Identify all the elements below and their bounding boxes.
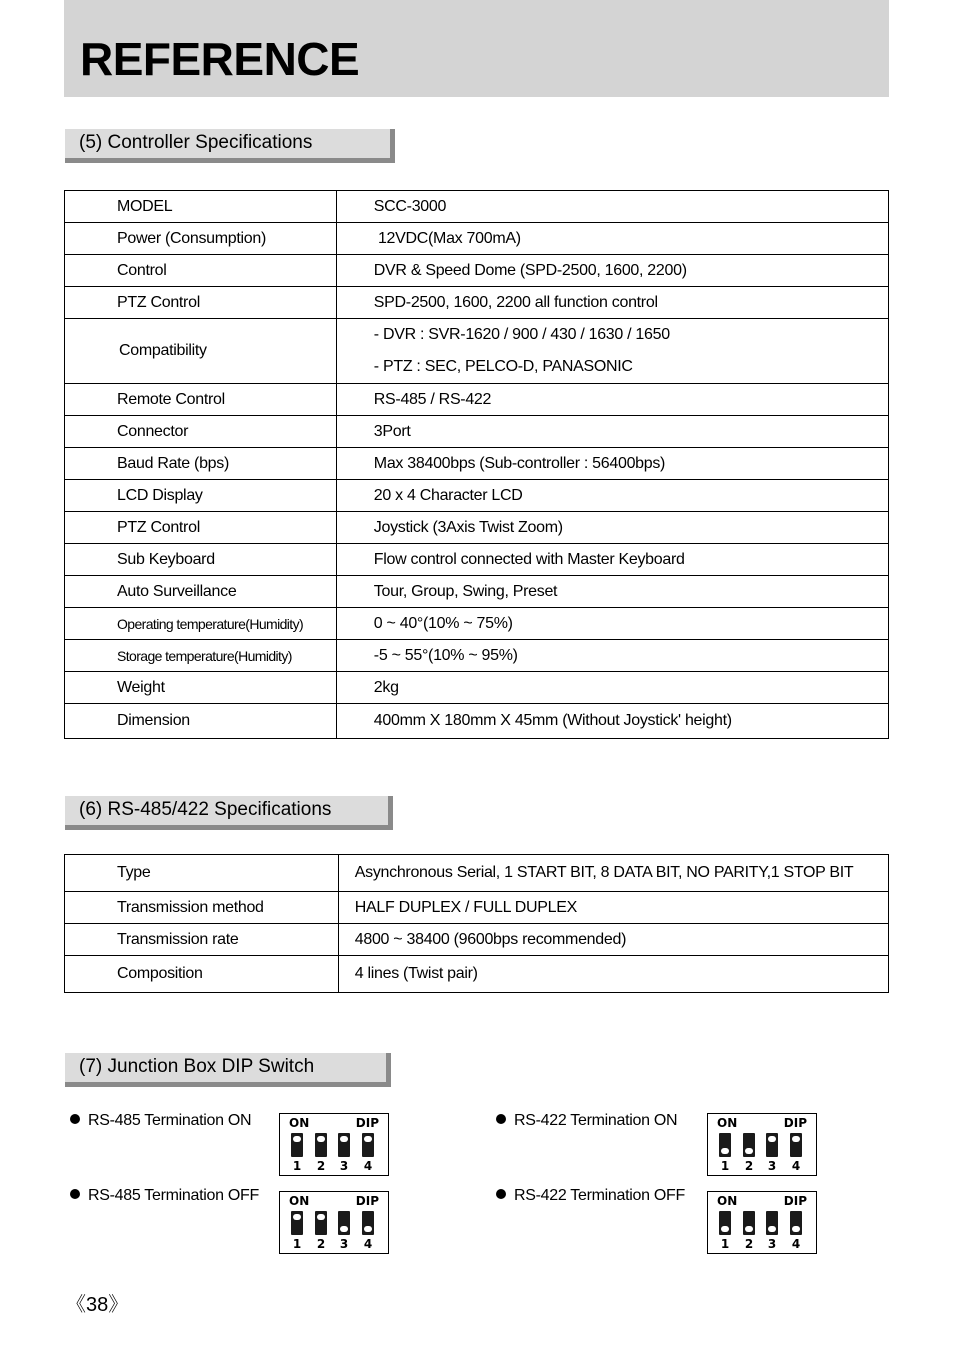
dip-number: 3	[339, 1159, 349, 1173]
dip-number: 1	[720, 1159, 730, 1173]
dip-switch-rs422-on	[707, 1113, 817, 1176]
rs485-spec-table	[64, 854, 889, 993]
dip-on-label: ON	[289, 1194, 310, 1208]
dip-toggle	[766, 1211, 778, 1235]
dip-toggle	[790, 1133, 802, 1157]
section-title-rs485-text: (6) RS-485/422 Specifications	[79, 799, 332, 820]
dip-on-label: ON	[717, 1116, 738, 1130]
spec-key: PTZ Control	[65, 287, 337, 319]
spec-value: DVR & Speed Dome (SPD-2500, 1600, 2200)	[336, 255, 888, 287]
dip-toggle-knob	[340, 1136, 348, 1142]
dip-dip-label: DIP	[355, 1194, 379, 1208]
page-title: REFERENCE	[80, 33, 360, 85]
dip-number: 4	[363, 1159, 373, 1173]
dip-number: 2	[744, 1237, 754, 1251]
spec-value: Asynchronous Serial, 1 START BIT, 8 DATA BIT, NO PARITY,1 STOP BIT	[338, 855, 888, 892]
dip-toggle-knob	[364, 1136, 372, 1142]
dip-toggle-knob	[721, 1148, 729, 1154]
dip-toggle	[362, 1211, 374, 1235]
table-row	[65, 956, 889, 993]
dip-number: 2	[744, 1159, 754, 1173]
spec-value: HALF DUPLEX / FULL DUPLEX	[338, 892, 888, 924]
spec-key: Operating temperature(Humidity)	[65, 608, 337, 640]
spec-value: Joystick (3Axis Twist Zoom)	[336, 512, 888, 544]
dip-on-label: ON	[289, 1116, 310, 1130]
spec-value-line: - DVR : SVR-1620 / 900 / 430 / 1630 / 1650	[373, 326, 670, 343]
spec-value	[336, 319, 888, 384]
table-row	[65, 640, 889, 672]
controller-spec-table	[64, 190, 889, 739]
dip-toggle	[291, 1211, 303, 1235]
spec-value: 20 x 4 Character LCD	[336, 480, 888, 512]
dip-switch-rs485-on	[279, 1113, 389, 1176]
spec-value: 400mm X 180mm X 45mm (Without Joystick' height)	[336, 704, 888, 739]
spec-value-line: - PTZ : SEC, PELCO-D, PANASONIC	[373, 358, 633, 375]
dip-toggle-knob	[340, 1226, 348, 1232]
spec-key: Sub Keyboard	[65, 544, 337, 576]
dip-toggle-knob	[317, 1136, 325, 1142]
dip-number: 3	[767, 1159, 777, 1173]
dip-toggle-knob	[768, 1226, 776, 1232]
dip-toggle	[315, 1211, 327, 1235]
spec-value: SPD-2500, 1600, 2200 all function control	[336, 287, 888, 319]
spec-value: 4800 ~ 38400 (9600bps recommended)	[338, 924, 888, 956]
spec-value: -5 ~ 55°(10% ~ 95%)	[336, 640, 888, 672]
dip-toggle	[315, 1133, 327, 1157]
table-row	[65, 576, 889, 608]
dip-number: 1	[292, 1237, 302, 1251]
table-row	[65, 255, 889, 287]
table-row	[65, 191, 889, 223]
dip-toggle-knob	[745, 1226, 753, 1232]
spec-value: SCC-3000	[336, 191, 888, 223]
table-row	[65, 287, 889, 319]
page-number: 《38》	[66, 1294, 129, 1316]
dip-toggle	[743, 1211, 755, 1235]
spec-value: 2kg	[336, 672, 888, 704]
dip-label-rs485-on	[70, 1112, 251, 1130]
dip-number: 4	[791, 1237, 801, 1251]
table-row	[65, 512, 889, 544]
table-row	[65, 384, 889, 416]
spec-key: Storage temperature(Humidity)	[65, 640, 337, 672]
dip-label-text: RS-485 Termination ON	[88, 1112, 252, 1129]
bullet-icon	[70, 1189, 80, 1199]
spec-key: Type	[65, 855, 339, 892]
table-row	[65, 223, 889, 255]
table-row	[65, 448, 889, 480]
dip-dip-label: DIP	[783, 1194, 807, 1208]
table-row	[65, 544, 889, 576]
spec-value: Flow control connected with Master Keyboard	[336, 544, 888, 576]
dip-number: 4	[791, 1159, 801, 1173]
table-row	[65, 855, 889, 892]
spec-key: Compatibility	[65, 319, 337, 384]
spec-key: Baud Rate (bps)	[65, 448, 337, 480]
dip-label-rs422-off	[496, 1187, 685, 1205]
spec-key: Power (Consumption)	[65, 223, 337, 255]
spec-value: 0 ~ 40°(10% ~ 75%)	[336, 608, 888, 640]
spec-key: Connector	[65, 416, 337, 448]
dip-number: 2	[316, 1159, 326, 1173]
dip-label-text: RS-485 Termination OFF	[88, 1187, 259, 1204]
dip-toggle-knob	[293, 1136, 301, 1142]
dip-toggle	[719, 1211, 731, 1235]
dip-label-text: RS-422 Termination ON	[514, 1112, 678, 1129]
table-row	[65, 480, 889, 512]
spec-key: Remote Control	[65, 384, 337, 416]
spec-key: Control	[65, 255, 337, 287]
dip-dip-label: DIP	[783, 1116, 807, 1130]
dip-toggle-knob	[293, 1214, 301, 1220]
dip-dip-label: DIP	[355, 1116, 379, 1130]
dip-toggle	[338, 1211, 350, 1235]
spec-value: Max 38400bps (Sub-controller : 56400bps)	[336, 448, 888, 480]
spec-key: MODEL	[65, 191, 337, 223]
dip-toggle	[766, 1133, 778, 1157]
dip-label-rs422-on	[496, 1112, 677, 1130]
dip-number: 1	[720, 1237, 730, 1251]
spec-key: LCD Display	[65, 480, 337, 512]
table-row	[65, 924, 889, 956]
spec-value: 4 lines (Twist pair)	[338, 956, 888, 993]
dip-number: 1	[292, 1159, 302, 1173]
dip-toggle	[291, 1133, 303, 1157]
dip-toggle	[338, 1133, 350, 1157]
dip-toggle-knob	[792, 1136, 800, 1142]
section-title-controller-text: (5) Controller Specifications	[79, 132, 313, 153]
bullet-icon	[496, 1114, 506, 1124]
table-row	[65, 672, 889, 704]
dip-number: 3	[339, 1237, 349, 1251]
bullet-icon	[496, 1189, 506, 1199]
spec-value: RS-485 / RS-422	[336, 384, 888, 416]
spec-key: PTZ Control	[65, 512, 337, 544]
spec-value: 12VDC(Max 700mA)	[336, 223, 888, 255]
spec-key: Dimension	[65, 704, 337, 739]
section-title-dip-text: (7) Junction Box DIP Switch	[79, 1056, 315, 1077]
dip-toggle-knob	[768, 1136, 776, 1142]
dip-switch-rs422-off	[707, 1191, 817, 1254]
spec-key: Transmission rate	[65, 924, 339, 956]
dip-switch-rs485-off	[279, 1191, 389, 1254]
spec-key: Weight	[65, 672, 337, 704]
table-row	[65, 319, 889, 384]
dip-on-label: ON	[717, 1194, 738, 1208]
spec-key: Transmission method	[65, 892, 339, 924]
dip-toggle-knob	[364, 1226, 372, 1232]
table-row	[65, 892, 889, 924]
dip-toggle-knob	[721, 1226, 729, 1232]
table-row	[65, 704, 889, 739]
dip-toggle	[719, 1133, 731, 1157]
spec-value: 3Port	[336, 416, 888, 448]
dip-toggle	[790, 1211, 802, 1235]
bullet-icon	[70, 1114, 80, 1124]
spec-key: Composition	[65, 956, 339, 993]
table-row	[65, 608, 889, 640]
section-title-dip	[65, 1053, 391, 1087]
dip-number: 3	[767, 1237, 777, 1251]
dip-toggle-knob	[792, 1226, 800, 1232]
dip-number: 2	[316, 1237, 326, 1251]
dip-toggle-knob	[317, 1214, 325, 1220]
table-row	[65, 416, 889, 448]
spec-key: Auto Surveillance	[65, 576, 337, 608]
dip-toggle	[362, 1133, 374, 1157]
dip-toggle-knob	[745, 1148, 753, 1154]
dip-number: 4	[363, 1237, 373, 1251]
spec-value: Tour, Group, Swing, Preset	[336, 576, 888, 608]
dip-label-text: RS-422 Termination OFF	[514, 1187, 685, 1204]
header-bar	[64, 0, 889, 97]
dip-toggle	[743, 1133, 755, 1157]
section-title-controller	[65, 129, 395, 163]
dip-label-rs485-off	[70, 1187, 259, 1205]
section-title-rs485	[65, 796, 393, 830]
